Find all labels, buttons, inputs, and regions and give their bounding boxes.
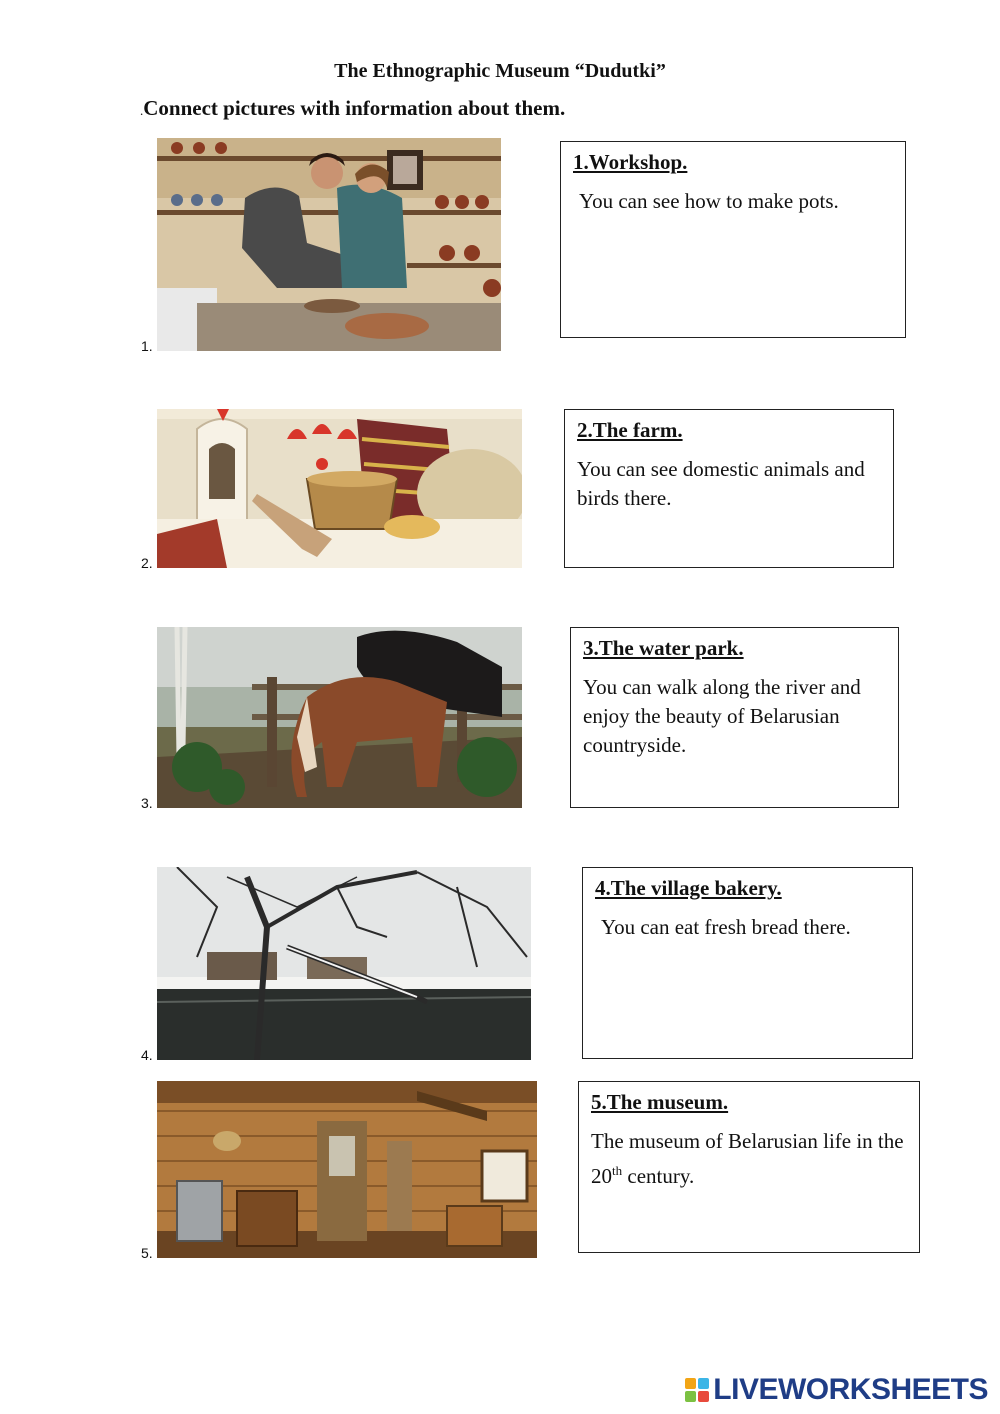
instruction-text: Connect pictures with information about them. — [143, 96, 566, 120]
instruction-dot: . — [140, 103, 144, 118]
picture-number-1: 1. — [141, 338, 153, 354]
info-card-2[interactable] — [564, 409, 894, 568]
picture-number-5: 5. — [141, 1245, 153, 1261]
info-card-text: You can eat fresh bread there. — [601, 915, 851, 939]
info-card-text-end: century. — [622, 1164, 695, 1188]
winter-river-photo — [157, 867, 531, 1060]
info-card-text: You can see how to make pots. — [579, 189, 839, 213]
info-card-heading: 2.The farm. — [577, 418, 683, 442]
picture-number-3: 3. — [141, 795, 153, 811]
liveworksheets-wordmark: LIVEWORKSHEETS — [713, 1373, 988, 1406]
bakery-interior-photo — [157, 409, 522, 568]
page-title: The Ethnographic Museum “Dudutki” — [334, 60, 666, 82]
info-card-heading: 4.The village bakery. — [595, 876, 782, 900]
instruction — [140, 96, 565, 121]
info-card-4[interactable] — [582, 867, 913, 1059]
museum-interior-photo — [157, 1081, 537, 1258]
info-card-text: You can see domestic animals and birds there. — [577, 457, 865, 510]
liveworksheets-logo-icon — [685, 1378, 709, 1402]
horses-farm-photo — [157, 627, 522, 808]
picture-number-4: 4. — [141, 1047, 153, 1063]
pottery-workshop-photo — [157, 138, 501, 351]
info-card-heading: 3.The water park. — [583, 636, 744, 660]
info-card-5[interactable] — [578, 1081, 920, 1253]
info-card-heading: 1.Workshop. — [573, 150, 688, 174]
picture-number-2: 2. — [141, 555, 153, 571]
liveworksheets-brand — [685, 1374, 988, 1406]
info-card-text-main: The museum of Belarusian life in the 20 — [591, 1129, 904, 1188]
info-card-text — [591, 1127, 907, 1191]
info-card-1[interactable] — [560, 141, 906, 338]
info-card-text-superscript: th — [612, 1163, 623, 1178]
info-card-3[interactable] — [570, 627, 899, 808]
info-card-heading: 5.The museum. — [591, 1090, 729, 1114]
info-card-text: You can walk along the river and enjoy the beauty of Belarusian countryside. — [583, 675, 861, 757]
